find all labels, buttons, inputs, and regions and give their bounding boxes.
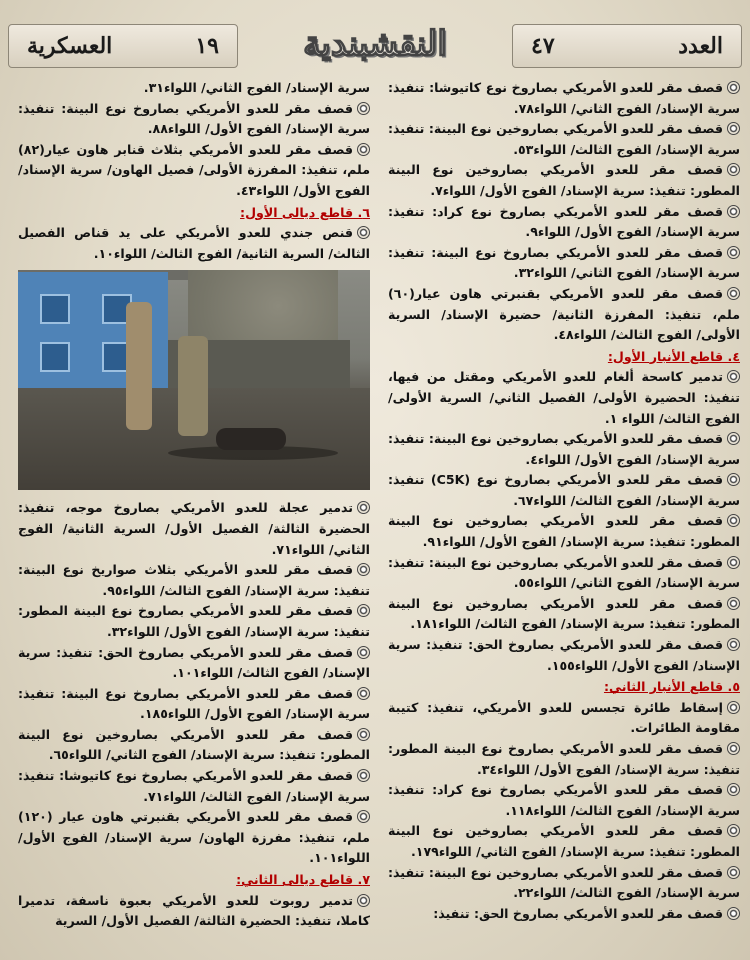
item-text: قصف مقر للعدو الأمريكي بصاروخين نوع البينة: تنفيذ: سرية الإسناد/ الفوج الثالث/ اللواء٢٢.: [388, 864, 740, 901]
item-text: تدمير كاسحة ألغام للعدو الأمريكي ومقتل من فيها، تنفيذ: الحضيرة الأولى/ الفصيل الثاني/ السرية الأولى/ الفوج الثالث/ اللواء ١.: [388, 369, 740, 426]
flower-bullet-icon: [727, 370, 740, 383]
flower-bullet-icon: [727, 163, 740, 176]
news-item: [388, 739, 740, 780]
item-text: قصف مقر للعدو الأمريكي بقنبرتي هاون عيار (١٢٠) ملم، تنفيذ: مفرزة الهاون/ سرية الإسناد/ الفوج الأول/ اللواء١٠١.: [18, 809, 370, 866]
news-item: [18, 140, 370, 202]
flower-bullet-icon: [357, 728, 370, 741]
item-text: قصف مقر للعدو الأمريكي بصاروخين نوع البينة المطور: تنفيذ: سرية الإسناد/ الفوج الثالث/ اللواء١٨١.: [388, 595, 740, 632]
news-item: [388, 635, 740, 676]
news-item: [18, 223, 370, 264]
flower-bullet-icon: [727, 246, 740, 259]
news-item: [18, 725, 370, 766]
item-text: قصف مقر للعدو الأمريكي بصاروخ نوع البينة: تنفيذ: سرية الإسناد/ الفوج الأول/ اللواء٨٨.: [18, 100, 370, 137]
section-heading: [18, 870, 370, 891]
news-item: [388, 511, 740, 552]
item-text: قصف مقر للعدو الأمريكي بصاروخين نوع البينة المطور: تنفيذ: سرية الإسناد/ الفوج الثاني/ اللواء٦٥.: [18, 726, 370, 763]
news-item: [388, 470, 740, 511]
photo-wounded: [216, 428, 286, 450]
item-text: تدمير عجلة للعدو الأمريكي بصاروخ موجه، تنفيذ: الحضيرة الثالثة/ الفصيل الأول/ السرية الثانية/ الفوج الثاني/ اللواء٧١.: [18, 500, 370, 557]
item-text: قصف مقر للعدو الأمريكي بصاروخ نوع البينة: تنفيذ: سرية الإسناد/ الفوج الثاني/ اللواء٣٢.: [388, 244, 740, 281]
left-column-bottom: [18, 498, 370, 931]
issue-number: ٤٧: [531, 33, 555, 59]
flower-bullet-icon: [357, 687, 370, 700]
news-item: [388, 160, 740, 201]
news-item: [18, 99, 370, 140]
flower-bullet-icon: [357, 102, 370, 115]
news-item: [18, 684, 370, 725]
news-item: [18, 560, 370, 601]
flower-bullet-icon: [727, 638, 740, 651]
flower-bullet-icon: [357, 501, 370, 514]
item-text: تدمير روبوت للعدو الأمريكي بعبوة ناسفة، تدميرا كاملا، تنفيذ: الحضيرة الثالثة/ الفصيل الأول/ السرية: [18, 892, 370, 929]
logo-text: النقشبندية: [303, 24, 447, 64]
news-item: [388, 594, 740, 635]
section-heading: [18, 203, 370, 224]
flower-bullet-icon: [357, 769, 370, 782]
flower-bullet-icon: [357, 226, 370, 239]
news-item: [388, 429, 740, 470]
news-item: [388, 904, 740, 925]
news-item: [388, 243, 740, 284]
item-text: قصف مقر للعدو الأمريكي بصاروخ نوع كراد: تنفيذ: سرية الإسناد/ الفوج الثالث/ اللواء١١٨.: [388, 782, 740, 818]
flower-bullet-icon: [727, 81, 740, 94]
item-text: قصف مقر للعدو الأمريكي بصاروخ نوع كراد: تنفيذ: سرية الإسناد/ الفوج الأول/ اللواء٩.: [388, 203, 740, 240]
news-item: [388, 284, 740, 346]
left-column-top: [18, 78, 370, 264]
flower-bullet-icon: [727, 205, 740, 218]
flower-bullet-icon: [727, 432, 740, 445]
news-item: [18, 498, 370, 560]
item-text: قصف مقر للعدو الأمريكي بصاروخين نوع البينة: تنفيذ: سرية الإسناد/ الفوج الأول/ اللواء٤.: [388, 431, 740, 467]
flower-bullet-icon: [357, 646, 370, 659]
flower-bullet-icon: [727, 122, 740, 135]
news-item: [388, 780, 740, 821]
news-photo: [18, 270, 370, 490]
item-text: ٤. قاطع الأنبار الأول:: [607, 348, 740, 364]
item-text: سرية الإسناد/ الفوج الثاني/ اللواء٣١.: [143, 80, 370, 95]
section-heading: [388, 347, 740, 368]
news-item: [388, 119, 740, 160]
item-text: قنص جندي للعدو الأمريكي على يد قناص الفصيل الثالث/ السرية الثانية/ الفوج الثالث/ اللواء١٠.: [18, 225, 370, 261]
flower-bullet-icon: [357, 563, 370, 576]
news-item: [18, 643, 370, 684]
flower-bullet-icon: [727, 742, 740, 755]
flower-bullet-icon: [727, 824, 740, 837]
section-title-box: [8, 24, 238, 68]
photo-window: [40, 342, 70, 372]
news-item: [388, 863, 740, 904]
item-text: قصف مقر للعدو الأمريكي بصاروخين نوع البينة المطور: تنفيذ: سرية الإسناد/ الفوج الأول/ اللواء٧.: [388, 162, 740, 198]
section-heading: [388, 677, 740, 698]
flower-bullet-icon: [727, 597, 740, 610]
flower-bullet-icon: [357, 604, 370, 617]
item-text: قصف مقر للعدو الأمريكي بصاروخين نوع البينة المطور: تنفيذ: سرية الإسناد/ الفوج الأول/ اللواء٩١.: [388, 513, 740, 550]
item-text: قصف مقر للعدو الأمريكي بصاروخ الحق: تنفيذ: سرية الإسناد/ الفوج الأول/ اللواء١٥٥.: [388, 637, 740, 673]
item-text: قصف مقر للعدو الأمريكي بصاروخ نوع (C5K) تنفيذ: سرية الإسناد/ الفوج الثالث/ اللواء٦٧.: [388, 472, 740, 508]
item-text: قصف مقر للعدو الأمريكي بثلاث صواريخ نوع البينة: تنفيذ: سرية الإسناد/ الفوج الثالث/ اللواء٩٥.: [18, 562, 370, 598]
news-item: [18, 891, 370, 932]
issue-box: [512, 24, 742, 68]
flower-bullet-icon: [727, 783, 740, 796]
item-text: قصف مقر للعدو الأمريكي بصاروخ الحق: تنفيذ:: [433, 905, 723, 921]
item-text: قصف مقر للعدو الأمريكي بصاروخين نوع البينة: تنفيذ: سرية الإسناد/ الفوج الثاني/ اللواء٥٥.: [388, 554, 740, 591]
news-item: [18, 766, 370, 807]
news-text: [18, 78, 370, 99]
left-column: [18, 78, 370, 932]
news-item: [18, 807, 370, 869]
right-column: [388, 78, 740, 924]
news-item: [388, 821, 740, 862]
news-item: [388, 553, 740, 594]
flower-bullet-icon: [727, 907, 740, 920]
flower-bullet-icon: [357, 810, 370, 823]
flower-bullet-icon: [727, 514, 740, 527]
item-text: قصف مقر للعدو الأمريكي بصاروخ نوع البينة المطور: تنفيذ: سرية الإسناد/ الفوج الأول/ اللواء٣٢.: [18, 603, 370, 639]
page-header: [8, 14, 742, 74]
news-item: [18, 601, 370, 642]
flower-bullet-icon: [727, 866, 740, 879]
item-text: قصف مقر للعدو الأمريكي بصاروخ نوع البينة: تنفيذ: سرية الإسناد/ الفوج الأول/ اللواء١٨٥.: [18, 685, 370, 722]
news-item: [388, 202, 740, 243]
section-title: العسكرية: [27, 33, 113, 59]
publication-logo: [270, 14, 480, 74]
news-item: [388, 698, 740, 739]
news-item: [388, 78, 740, 119]
news-item: [388, 367, 740, 429]
flower-bullet-icon: [357, 894, 370, 907]
photo-window: [40, 294, 70, 324]
item-text: إسقاط طائرة تجسس للعدو الأمريكي، تنفيذ: كتيبة مقاومة الطائرات.: [388, 699, 740, 736]
item-text: قصف مقر للعدو الأمريكي بصاروخ الحق: تنفيذ: سرية الإسناد/ الفوج الثالث/ اللواء١٠١.: [18, 644, 370, 681]
photo-soldier: [126, 302, 152, 430]
flower-bullet-icon: [727, 287, 740, 300]
item-text: ٥. قاطع الأنبار الثاني:: [603, 679, 740, 695]
flower-bullet-icon: [357, 143, 370, 156]
photo-soldier: [178, 336, 208, 436]
item-text: ٦. قاطع ديالى الأول:: [240, 204, 370, 220]
item-text: قصف مقر للعدو الأمريكي بصاروخ نوع كاتيوشا: تنفيذ: سرية الإسناد/ الفوج الثاني/ اللواء٧٨.: [388, 80, 740, 116]
item-text: قصف مقر للعدو الأمريكي بصاروخين نوع البينة: تنفيذ: سرية الإسناد/ الفوج الثالث/ اللواء٥٣.: [388, 121, 740, 157]
item-text: قصف مقر للعدو الأمريكي بقنبرتي هاون عيار(٦٠) ملم، تنفيذ: المفرزة الثانية/ حضيرة الإسناد/ السرية الأولى/ الفوج الثالث/ اللواء٤٨.: [388, 285, 740, 343]
item-text: قصف مقر للعدو الأمريكي بصاروخين نوع البينة المطور: تنفيذ: سرية الإسناد/ الفوج الثاني/ اللواء١٧٩.: [388, 823, 740, 859]
flower-bullet-icon: [727, 473, 740, 486]
item-text: قصف مقر للعدو الأمريكي بصاروخ نوع البينة المطور: تنفيذ: سرية الإسناد/ الفوج الأول/ اللواء٣٤.: [388, 741, 740, 777]
page-number: ١٩: [195, 33, 219, 59]
item-text: قصف مقر للعدو الأمريكي بصاروخ نوع كاتيوشا: تنفيذ: سرية الإسناد/ الفوج الثالث/ اللواء٧١.: [18, 768, 370, 804]
flower-bullet-icon: [727, 701, 740, 714]
item-text: قصف مقر للعدو الأمريكي بثلاث قنابر هاون عيار(٨٢) ملم، تنفيذ: المفرزة الأولى/ فصيل الهاون/ سرية الإسناد/ الفوج الأول/ اللواء٤٣.: [18, 141, 370, 198]
issue-label: العدد: [678, 33, 723, 59]
flower-bullet-icon: [727, 556, 740, 569]
item-text: ٧. قاطع ديالى الثاني:: [236, 872, 370, 888]
